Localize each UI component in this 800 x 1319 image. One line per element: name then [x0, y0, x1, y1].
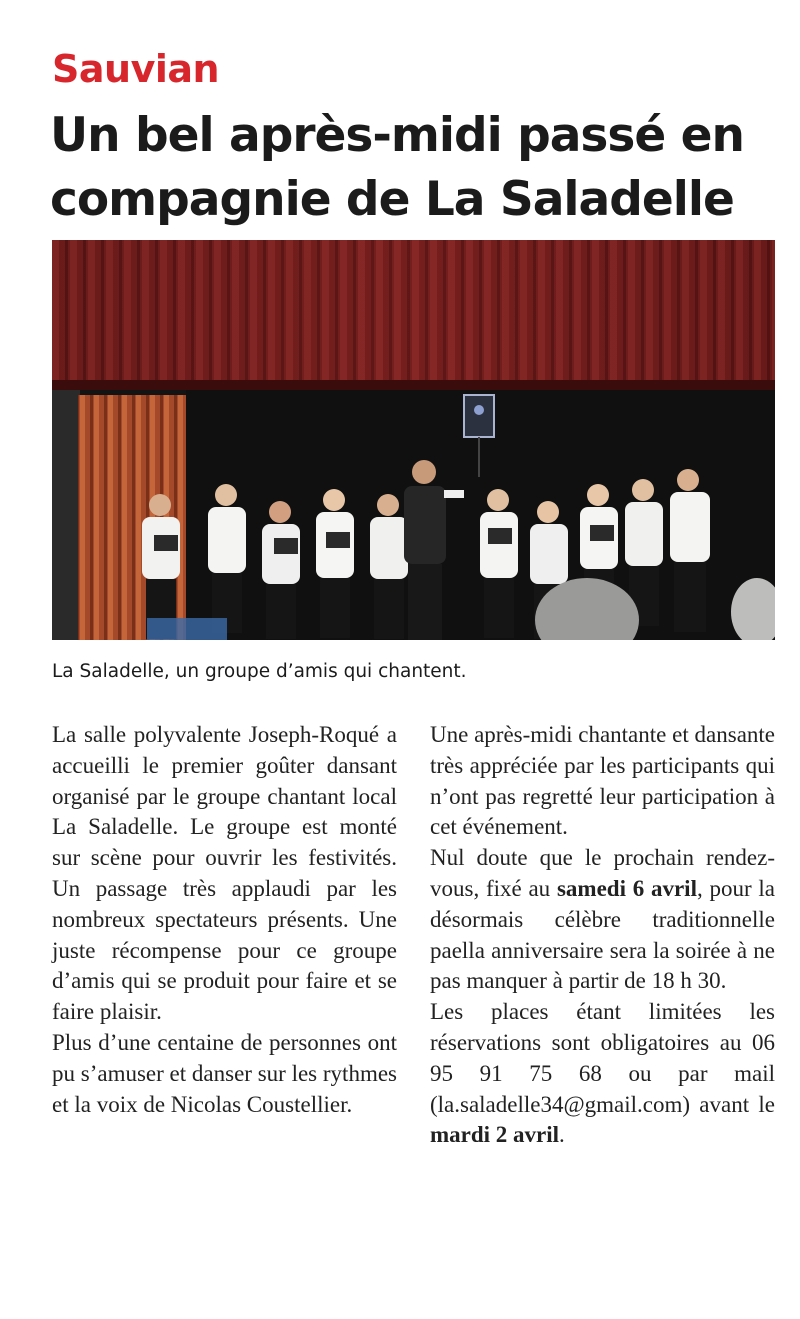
- headline-line-1: Un bel après-midi passé en: [50, 108, 744, 163]
- text-run: .: [559, 1122, 565, 1148]
- photo-caption: La Saladelle, un groupe d’amis qui chantent.: [52, 661, 467, 682]
- paragraph: [430, 843, 775, 997]
- paragraph: Plus d’une centaine de personnes ont pu s’amuser et danser sur les rythmes et la voix de Nicolas Coustellier.: [52, 1029, 397, 1117]
- paragraph: [430, 997, 775, 1151]
- date-highlight: mardi 2 avril: [430, 1122, 560, 1148]
- date-highlight: samedi 6 avril: [556, 875, 697, 901]
- headline-line-2: compagnie de La Saladelle: [50, 172, 734, 227]
- headline: [50, 104, 770, 232]
- text-run: Nul doute que le prochain rendez-vous, fixé au: [430, 845, 775, 901]
- article-photo: [52, 240, 775, 640]
- text-run: , pour la désormais célèbre traditionnelle paella anniversaire sera la soirée à ne pas manquer à partir de 18 h 30.: [430, 875, 775, 994]
- paragraph: La salle polyvalente Joseph-Roqué a accueilli le premier goûter dansant organisé par le groupe chantant local La Saladelle. Le groupe est monté sur scène pour ouvrir les festivités. Un passage très applaudi par les nombreux spectateurs présents. Une juste récompense pour ce groupe d’amis qui se produit pour faire et se faire plaisir.: [52, 722, 397, 1025]
- section-kicker: Sauvian: [52, 47, 220, 91]
- article-column-right: [430, 720, 775, 1151]
- paragraph: Une après-midi chantante et dansante très appréciée par les participants qui n’ont pas regretté leur participation à cet événement.: [430, 722, 775, 840]
- choir-on-stage-photo-icon: [52, 240, 775, 640]
- article-column-left: [52, 720, 397, 1120]
- text-run: Les places étant limitées les réservations sont obligatoires au 06 95 91 75 68 ou par mail (la.saladelle34@gmail.com) avant le: [430, 999, 775, 1117]
